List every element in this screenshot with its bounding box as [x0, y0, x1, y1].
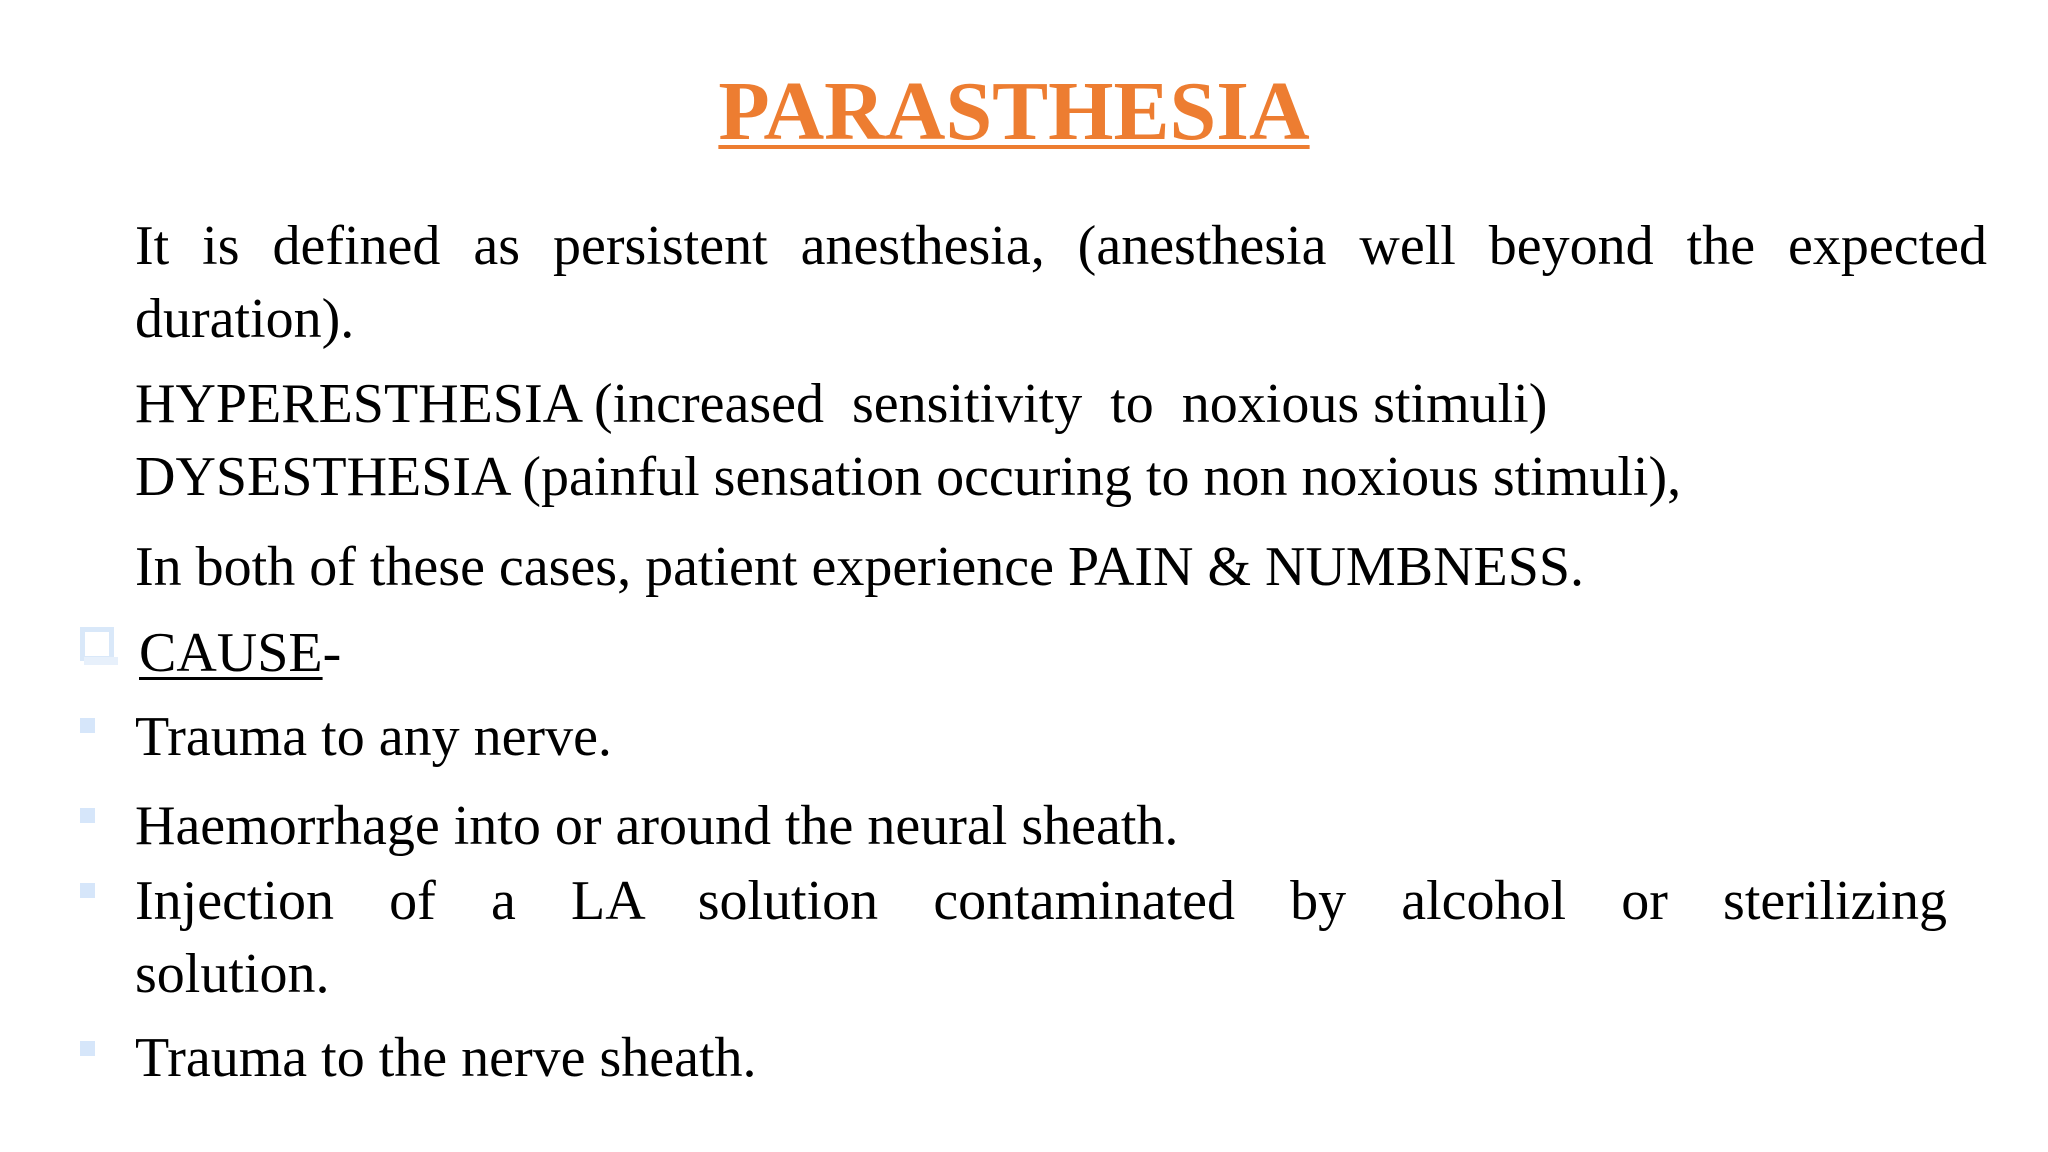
- cause-item-4: Trauma to the nerve sheath.: [135, 1027, 757, 1089]
- definition-line-2: duration).: [135, 288, 355, 350]
- dysesthesia-text: DYSESTHESIA (painful sensation occuring to non noxious stimuli),: [135, 446, 1682, 508]
- definition-line-1: It is defined as persistent anesthesia, (anesthesia well beyond the expected: [135, 215, 1987, 277]
- filled-square-bullet-icon: [80, 808, 95, 823]
- hyperesthesia-text: HYPERESTHESIA (increased sensitivity to noxious stimuli): [135, 373, 1548, 435]
- both-cases-text: In both of these cases, patient experience PAIN & NUMBNESS.: [135, 536, 1584, 598]
- filled-square-bullet-icon: [80, 718, 95, 733]
- cause-item-1: Trauma to any nerve.: [135, 706, 612, 768]
- cause-heading: [139, 617, 341, 690]
- cause-item-3-line-1: Injection of a LA solution contaminated by alcohol or sterilizing: [135, 870, 1947, 932]
- cause-heading-suffix: -: [322, 622, 342, 684]
- cause-item-3-line-2: solution.: [135, 943, 330, 1005]
- filled-square-bullet-icon: [80, 883, 95, 898]
- filled-square-bullet-icon: [80, 1041, 95, 1056]
- cause-heading-label: CAUSE: [139, 622, 323, 684]
- cause-item-2: Haemorrhage into or around the neural sheath.: [135, 795, 1179, 857]
- slide-title: [0, 62, 2048, 162]
- title-text: PARASTHESIA: [718, 65, 1310, 158]
- hollow-square-bullet-icon: [80, 627, 114, 661]
